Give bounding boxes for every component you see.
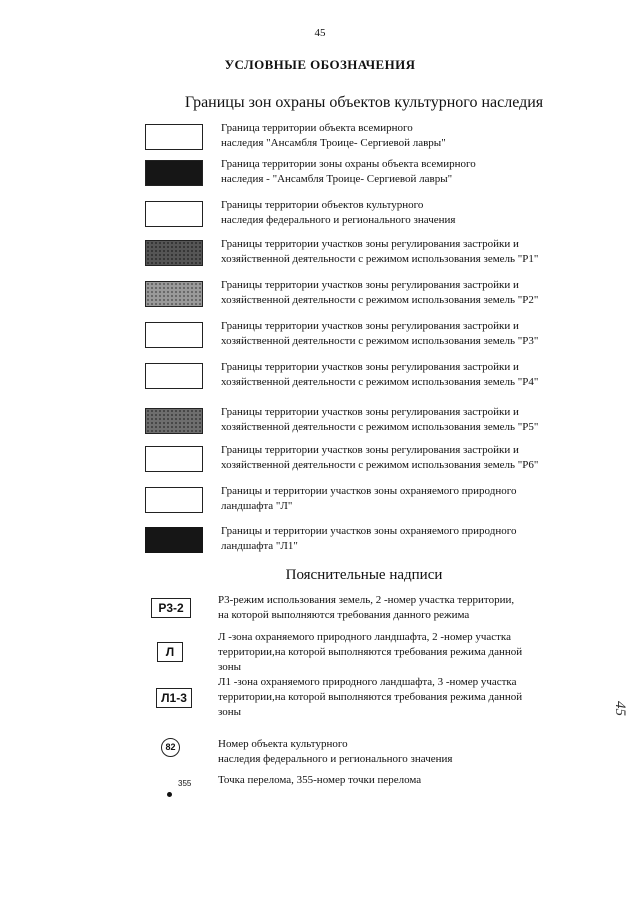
legend-item [145, 160, 595, 194]
legend-item [145, 527, 595, 561]
note-l: Л -зона охраняемого природного ландшафта, 2 -номер участка территории,на которой выполняются требования режима данной зоны [218, 631, 523, 673]
legend-text: Границы территории объектов культурного наследия федерального и регионального значения [221, 199, 456, 226]
legend-swatch-white [145, 487, 203, 513]
legend-text: Границы территории участков зоны регулирования застройки и хозяйственной деятельности с режимом использования земель "Р1" [221, 238, 539, 265]
legend-item [145, 408, 595, 442]
legend-text: Границы территории участков зоны регулирования застройки и хозяйственной деятельности с режимом использования земель "Р4" [221, 361, 539, 388]
legend-swatch-white [145, 446, 203, 472]
legend-item [145, 240, 595, 274]
legend-item [145, 446, 595, 480]
legend-item [145, 363, 595, 397]
page-number: 45 [314, 27, 326, 39]
legend-swatch-white [145, 201, 203, 227]
legend-swatch-white [145, 363, 203, 389]
legend-swatch-light [145, 281, 203, 307]
note-l1-3: Л1 -зона охраняемого природного ландшафта, 3 -номер участка территории,на которой выполняются требования режима данной зоны [218, 676, 523, 718]
break-point-number: 355 [178, 779, 192, 788]
label-p3-2: Р3-2 [151, 598, 191, 618]
label-l: Л [157, 642, 183, 662]
legend-item [145, 281, 595, 315]
legend-swatch-black [145, 527, 203, 553]
legend-text: Границы и территории участков зоны охраняемого природного ландшафта "Л1" [221, 525, 517, 552]
legend-item [145, 201, 595, 235]
section-title-notes: Пояснительные надписи [285, 567, 443, 583]
legend-text: Граница территории объекта всемирного наследия "Ансамбля Троице- Сергиевой лавры" [221, 122, 446, 149]
legend-text: Граница территории зоны охраны объекта всемирного наследия - "Ансамбля Троице- Сергиевой лавры" [221, 158, 476, 185]
legend-swatch-dark [145, 240, 203, 266]
break-point-icon [167, 792, 172, 797]
legend-text: Границы территории участков зоны регулирования застройки и хозяйственной деятельности с режимом использования земель "Р2" [221, 279, 539, 306]
note-break-point: Точка перелома, 355-номер точки перелома [218, 774, 422, 786]
legend-swatch-white [145, 322, 203, 348]
legend-item [145, 487, 595, 521]
legend-swatch-mid [145, 408, 203, 434]
label-l1-3: Л1-3 [156, 688, 192, 708]
legend-text: Границы и территории участков зоны охраняемого природного ландшафта "Л" [221, 485, 517, 512]
legend-item [145, 322, 595, 356]
section-title-borders: Границы зон охраны объектов культурного наследия [184, 94, 544, 111]
legend-text: Границы территории участков зоны регулирования застройки и хозяйственной деятельности с режимом использования земель "Р6" [221, 444, 539, 471]
legend-text: Границы территории участков зоны регулирования застройки и хозяйственной деятельности с режимом использования земель "Р5" [221, 406, 539, 433]
note-object-number: Номер объекта культурного наследия федерального и регионального значения [218, 738, 453, 765]
legend-item [145, 124, 595, 158]
note-p3-2: Р3-режим использования земель, 2 -номер участка территории, на которой выполняются требования данного режима [218, 594, 515, 621]
legend-swatch-black [145, 160, 203, 186]
page-heading: УСЛОВНЫЕ ОБОЗНАЧЕНИЯ [224, 57, 416, 72]
legend-text: Границы территории участков зоны регулирования застройки и хозяйственной деятельности с режимом использования земель "Р3" [221, 320, 539, 347]
object-number-circle: 82 [161, 738, 180, 757]
handwritten-page-number: 45 [612, 701, 628, 716]
legend-swatch-white [145, 124, 203, 150]
